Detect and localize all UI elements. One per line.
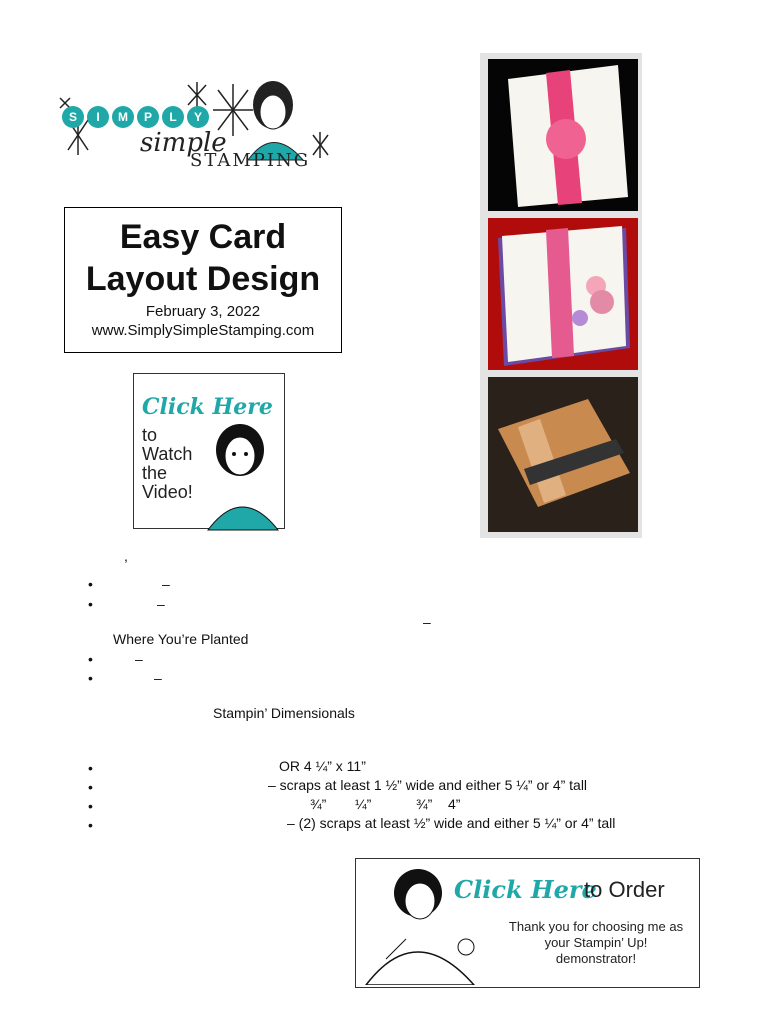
card-photo-birthday xyxy=(488,377,638,532)
order-button[interactable] xyxy=(355,858,700,988)
order-to-order-text: to Order xyxy=(584,877,665,902)
measurement-4: – (2) scraps at least ½” wide and either 5 ¼” or 4” tall xyxy=(287,815,616,831)
card-photo-pink xyxy=(488,59,638,211)
where-planted-text: Where You’re Planted xyxy=(113,631,249,647)
bullet-marker: • xyxy=(88,576,93,592)
title-url: www.SimplySimpleStamping.com xyxy=(91,322,315,339)
stray-comma: , xyxy=(124,548,128,564)
measurement-3d: 4” xyxy=(448,796,461,812)
logo-stamping-text: STAMPING xyxy=(190,150,311,171)
measurement-3b: ¼” xyxy=(355,796,372,812)
bullet-marker: • xyxy=(88,670,93,686)
card-photo-hearts xyxy=(488,218,638,370)
title-box xyxy=(64,207,342,353)
dash-text: – xyxy=(162,576,170,592)
dimensionals-text: Stampin’ Dimensionals xyxy=(213,705,355,721)
simply-simple-stamping-logo xyxy=(48,70,338,185)
card-photos-column xyxy=(480,53,642,538)
measurement-3a: ¾” xyxy=(310,796,327,812)
title-line-2: Layout Design xyxy=(85,260,321,298)
logo-simply-letters: S I M P L Y xyxy=(62,106,209,128)
watch-video-button[interactable] xyxy=(133,373,285,529)
logo-simple-text: simple xyxy=(140,128,227,158)
retro-woman-icon xyxy=(202,422,282,532)
bullet-marker: • xyxy=(88,760,93,776)
bullet-marker: • xyxy=(88,651,93,667)
measurement-3c: ¾” xyxy=(416,796,433,812)
dash-text: – xyxy=(157,596,165,612)
measurement-1: OR 4 ¼” x 11” xyxy=(279,758,366,774)
dash-text: – xyxy=(154,670,162,686)
bullet-marker: • xyxy=(88,596,93,612)
title-date: February 3, 2022 xyxy=(145,303,261,320)
bullet-marker: • xyxy=(88,779,93,795)
bullet-marker: • xyxy=(88,817,93,833)
order-thank-you-text: Thank you for choosing me as your Stampin’ Up! demonstrator! xyxy=(508,919,684,966)
dash-text: – xyxy=(423,614,431,630)
video-watch-text: to Watch the Video! xyxy=(142,425,193,502)
video-click-here-text: Click Here xyxy=(142,394,273,420)
title-line-1: Easy Card xyxy=(119,218,287,256)
order-click-here-text: Click Here xyxy=(454,875,597,904)
measurement-2: – scraps at least 1 ½” wide and either 5 ¼” or 4” tall xyxy=(268,777,588,793)
bullet-marker: • xyxy=(88,798,93,814)
dash-text: – xyxy=(135,651,143,667)
retro-woman-illustration xyxy=(248,81,303,160)
